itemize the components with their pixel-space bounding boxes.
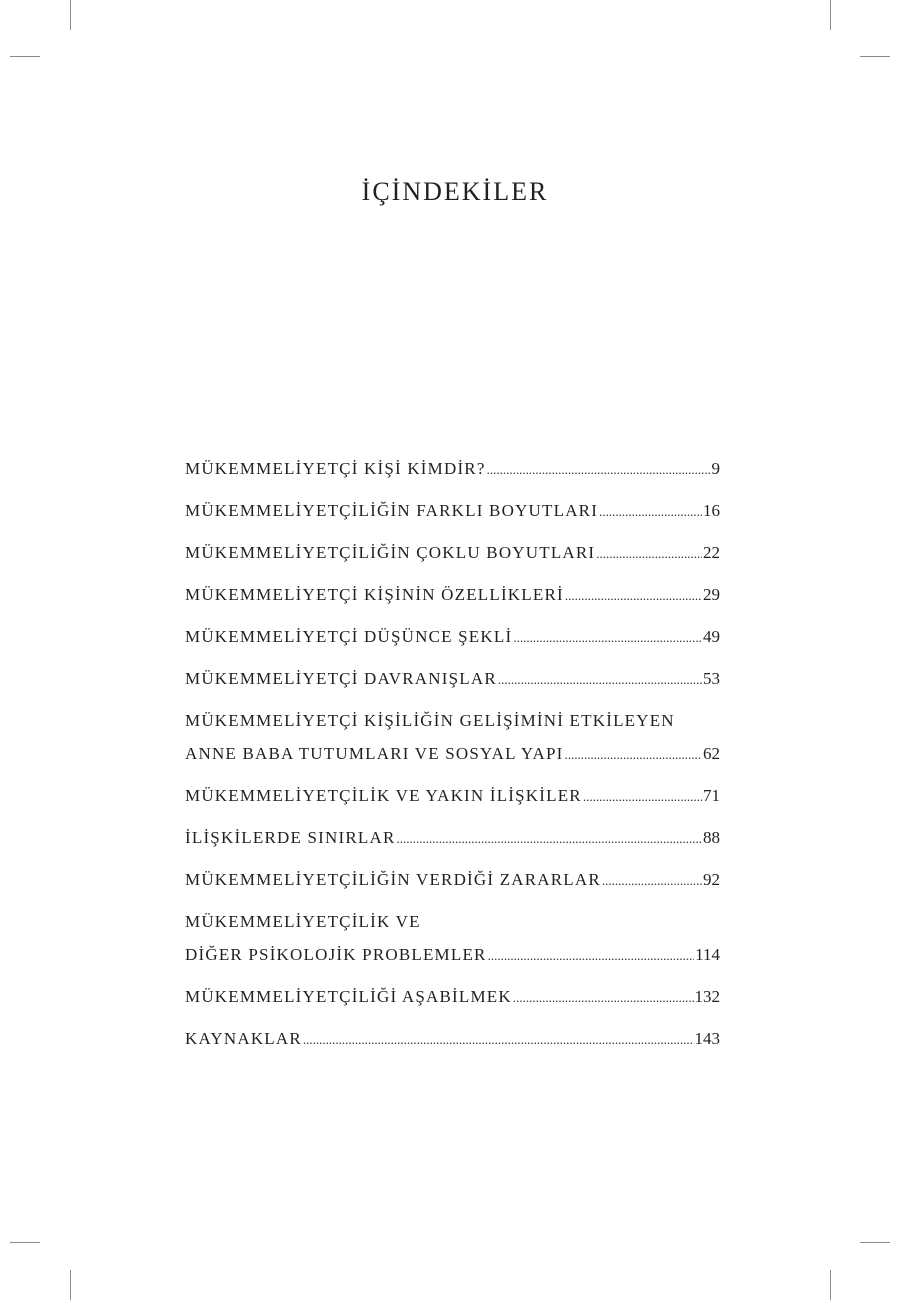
toc-entry-line: [185, 620, 720, 654]
dot-leader: [596, 537, 702, 570]
toc-entry-title: MÜKEMMELİYETÇİLİĞİ AŞABİLMEK: [185, 987, 512, 1006]
toc-entry-page-number: 62: [703, 744, 720, 763]
toc-entry-line: [185, 452, 720, 486]
toc-entry: [185, 863, 720, 897]
crop-mark-bottom-left-vertical: [70, 1270, 71, 1300]
crop-mark-bottom-right-horizontal: [860, 1242, 890, 1243]
toc-entry-page-number: 132: [694, 987, 720, 1006]
toc-entry: [185, 980, 720, 1014]
crop-mark-top-left-vertical: [70, 0, 71, 30]
dot-leader: [599, 495, 702, 528]
toc-entry-page-number: 9: [711, 459, 720, 478]
toc-entry-line: [185, 821, 720, 855]
toc-entry-title: MÜKEMMELİYETÇİLİĞİN FARKLI BOYUTLARI: [185, 501, 599, 520]
toc-entry-line: [185, 494, 720, 528]
toc-entry: [185, 704, 720, 771]
dot-leader: [397, 822, 702, 855]
toc-entry-line: [185, 662, 720, 696]
toc-entry-title: İLİŞKİLERDE SINIRLAR: [185, 828, 396, 847]
dot-leader: [303, 1023, 694, 1056]
crop-mark-top-right-vertical: [830, 0, 831, 30]
toc-entry: [185, 779, 720, 813]
toc-entry-title: MÜKEMMELİYETÇİLİĞİN VERDİĞİ ZARARLAR: [185, 870, 601, 889]
crop-mark-top-left-horizontal: [10, 56, 40, 57]
dot-leader: [487, 453, 711, 486]
dot-leader: [565, 579, 702, 612]
toc-entry-page-number: 114: [695, 945, 720, 964]
toc-entry: [185, 662, 720, 696]
dot-leader: [583, 780, 702, 813]
crop-mark-bottom-right-vertical: [830, 1270, 831, 1300]
toc-entry-title: MÜKEMMELİYETÇİLİĞİN ÇOKLU BOYUTLARI: [185, 543, 596, 562]
toc-entry-title: MÜKEMMELİYETÇİLİK VE YAKIN İLİŞKİLER: [185, 786, 582, 805]
toc-entry-line: [185, 779, 720, 813]
toc-entry-page-number: 143: [694, 1029, 720, 1048]
toc-entry: [185, 821, 720, 855]
crop-mark-top-right-horizontal: [860, 56, 890, 57]
table-of-contents: [185, 452, 720, 1064]
toc-entry-page-number: 16: [703, 501, 720, 520]
toc-entry-page-number: 29: [703, 585, 720, 604]
page-title: İÇİNDEKİLER: [361, 177, 549, 207]
toc-entry-line: [185, 536, 720, 570]
toc-entry-title-line: MÜKEMMELİYETÇİLİK VE: [185, 912, 421, 931]
toc-entry-page-number: 53: [703, 669, 720, 688]
toc-entry: [185, 620, 720, 654]
toc-entry-page-number: 92: [703, 870, 720, 889]
dot-leader: [498, 663, 702, 696]
toc-entry-line: [185, 863, 720, 897]
dot-leader: [513, 621, 702, 654]
crop-mark-bottom-left-horizontal: [10, 1242, 40, 1243]
toc-entry-title: MÜKEMMELİYETÇİ KİŞİNİN ÖZELLİKLERİ: [185, 585, 564, 604]
toc-entry-title: KAYNAKLAR: [185, 1029, 302, 1048]
toc-entry: [185, 1022, 720, 1056]
toc-entry-line: [185, 938, 720, 972]
toc-entry: [185, 494, 720, 528]
toc-entry-line: [185, 980, 720, 1014]
dot-leader: [488, 939, 695, 972]
dot-leader: [513, 981, 694, 1014]
toc-entry: [185, 536, 720, 570]
toc-entry: [185, 905, 720, 972]
dot-leader: [602, 864, 702, 897]
toc-entry: [185, 578, 720, 612]
toc-entry-line: [185, 737, 720, 771]
toc-entry-title: MÜKEMMELİYETÇİ DÜŞÜNCE ŞEKLİ: [185, 627, 513, 646]
toc-entry-page-number: 22: [703, 543, 720, 562]
toc-entry-line: [185, 578, 720, 612]
toc-entry-title: DİĞER PSİKOLOJİK PROBLEMLER: [185, 945, 487, 964]
toc-entry-title-line: MÜKEMMELİYETÇİ KİŞİLİĞİN GELİŞİMİNİ ETKİLEYEN: [185, 711, 675, 730]
toc-entry-line: [185, 1022, 720, 1056]
toc-entry-page-number: 71: [703, 786, 720, 805]
dot-leader: [564, 738, 702, 771]
toc-entry-title: MÜKEMMELİYETÇİ DAVRANIŞLAR: [185, 669, 497, 688]
toc-entry-title: MÜKEMMELİYETÇİ KİŞİ KİMDİR?: [185, 459, 486, 478]
toc-entry-page-number: 49: [703, 627, 720, 646]
toc-entry-title: ANNE BABA TUTUMLARI VE SOSYAL YAPI: [185, 744, 564, 763]
toc-entry-page-number: 88: [703, 828, 720, 847]
toc-entry: [185, 452, 720, 486]
